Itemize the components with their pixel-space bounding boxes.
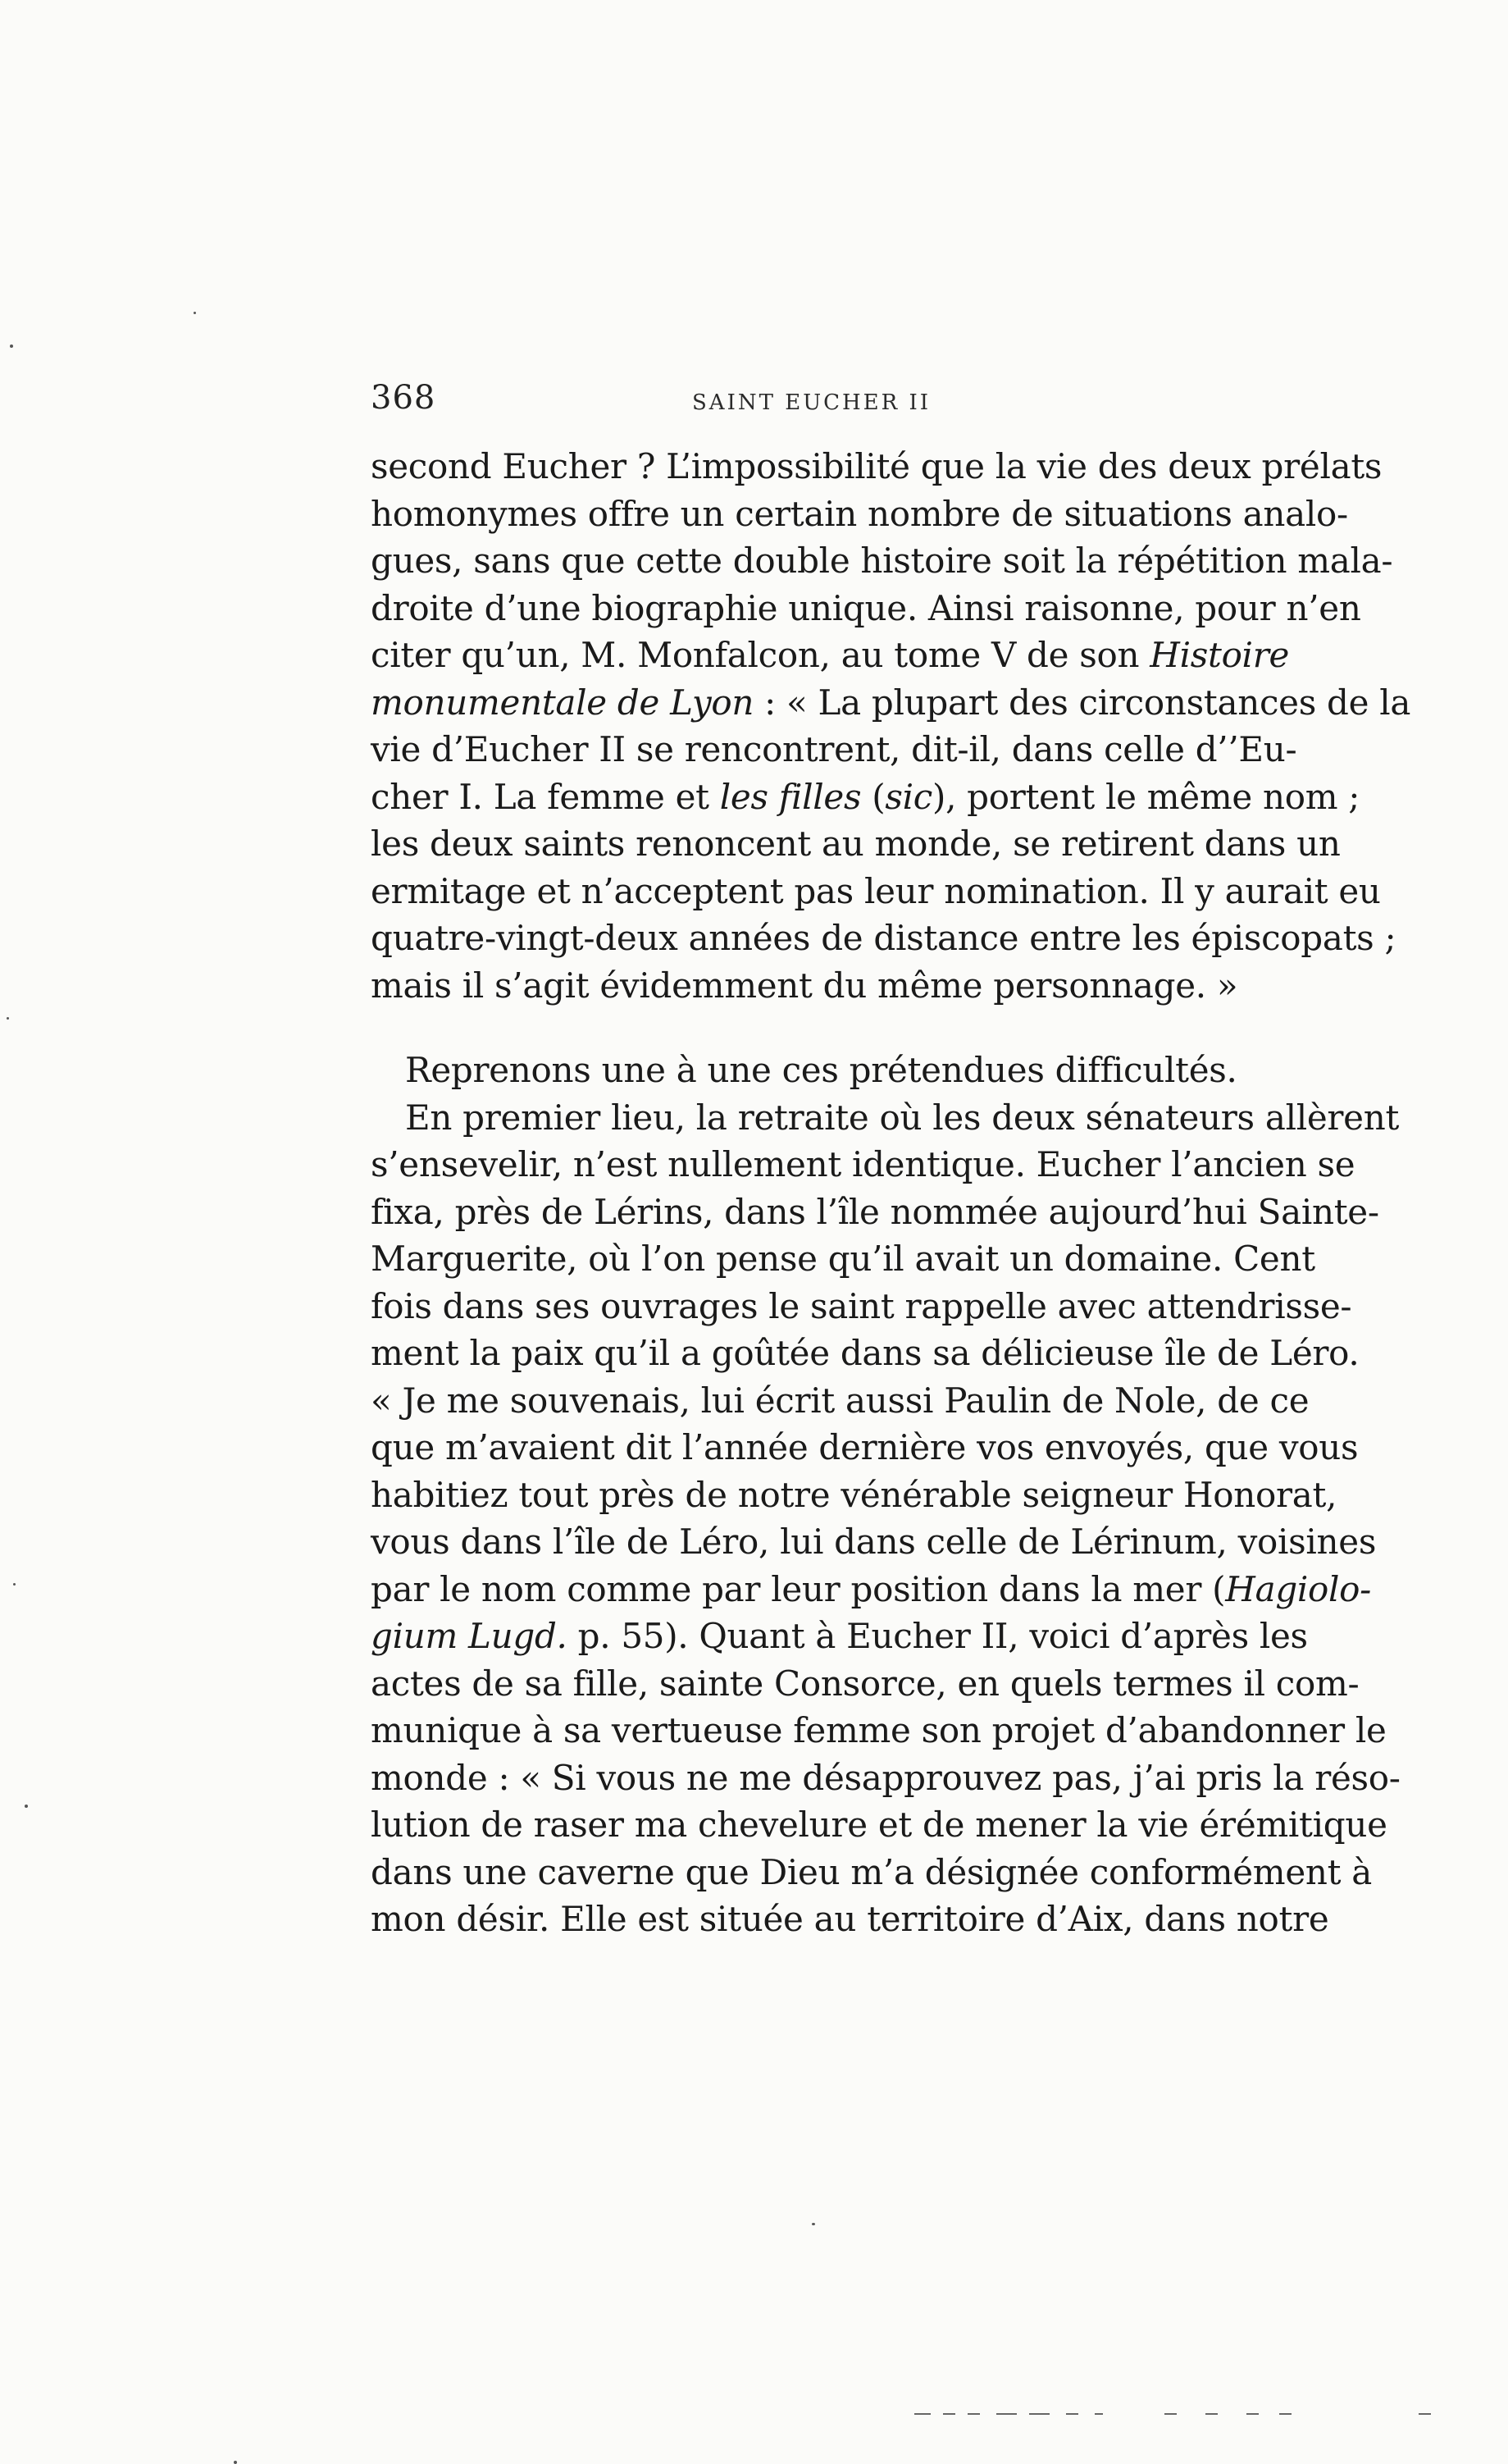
text-line [371,773,1360,821]
text-segment: citer qu’un, M. Monfalcon, au tome V de son [371,635,1150,675]
text-line: ermitage et n’acceptent pas leur nomination. Il y aurait eu [371,870,1381,911]
text-line: habitiez tout près de notre vénérable seigneur Honorat, [371,1474,1337,1515]
text-line [371,1613,1308,1660]
text-line: Reprenons une à une ces prétendues difficultés. [405,1050,1237,1090]
text-line: homonymes offre un certain nombre de situations analo- [371,493,1348,534]
text-line: munique à sa vertueuse femme son projet d’abandonner le [371,1710,1387,1750]
text-line [371,632,1290,679]
running-title: SAINT EUCHER II [692,390,932,415]
scan-speck [7,1017,9,1020]
text-segment: ), portent le même nom ; [932,776,1360,817]
italic-title: monumentale de Lyon [371,682,754,723]
text-line: dans une caverne que Dieu m’a désignée conformément à [371,1851,1373,1892]
text-line: que m’avaient dit l’année dernière vos envoyés, que vous [371,1427,1359,1467]
text-line: ment la paix qu’il a goûtée dans sa délicieuse île de Léro. [371,1333,1360,1373]
italic-title: Histoire [1150,635,1290,675]
text-line: « Je me souvenais, lui écrit aussi Paulin de Nole, de ce [371,1380,1310,1421]
text-segment: ( [861,776,886,817]
text-segment: par le nom comme par leur position dans la mer ( [371,1568,1226,1609]
text-line: En premier lieu, la retraite où les deux sénateurs allèrent [405,1097,1400,1138]
text-line: lution de raser ma chevelure et de mener la vie érémitique [371,1805,1387,1845]
scan-speck [10,345,13,348]
scan-speck [25,1805,28,1808]
italic-title: gium Lugd. [371,1616,567,1656]
italic-term: sic [885,776,932,817]
page-number: 368 [371,379,436,417]
scan-speck [812,2223,815,2225]
text-line: quatre-vingt-deux années de distance entre les épiscopats ; [371,918,1396,958]
text-line: les deux saints renoncent au monde, se retirent dans un [371,824,1341,864]
paragraph-2 [371,1047,1256,1094]
text-line [371,679,1411,727]
text-line: actes de sa fille, sainte Consorce, en quels termes il com- [371,1663,1360,1704]
text-line: fois dans ses ouvrages le saint rappelle avec attendrisse- [371,1285,1352,1326]
scan-edge-marks [0,2402,1508,2427]
paragraph-3 [371,1094,1401,1943]
scan-speck [194,312,196,314]
text-line: second Eucher ? L’impossibilité que la vie des deux prélats [371,446,1383,486]
italic-title: Hagiolo- [1225,1568,1372,1609]
text-line: fixa, près de Lérins, dans l’île nommée aujourd’hui Sainte- [371,1191,1379,1232]
body-text [371,443,1411,1943]
text-line: vous dans l’île de Léro, lui dans celle de Lérinum, voisines [371,1522,1377,1562]
text-line: Marguerite, où l’on pense qu’il avait un domaine. Cent [371,1239,1315,1279]
text-segment: : « La plupart des circonstances de la [754,682,1411,723]
paragraph-gap [371,1009,1256,1047]
scan-speck [13,1583,16,1586]
italic-term: les filles [719,776,862,817]
text-line: droite d’une biographie unique. Ainsi raisonne, pour n’en [371,587,1361,628]
text-line: mais il s’agit évidemment du même personnage. » [371,965,1238,1006]
paragraph-1 [371,443,1411,1009]
running-head [371,379,1260,428]
scan-speck [234,2461,237,2464]
text-line: vie d’Eucher II se rencontrent, dit-il, dans celle d’’Eu- [371,729,1297,769]
text-line: gues, sans que cette double histoire soit la répétition mala- [371,541,1393,581]
text-segment: p. 55). Quant à Eucher II, voici d’après les [567,1616,1308,1656]
text-segment: cher I. La femme et [371,776,720,817]
text-line [371,1566,1372,1613]
text-line: s’ensevelir, n’est nullement identique. Eucher l’ancien se [371,1144,1355,1184]
text-line: mon désir. Elle est située au territoire d’Aix, dans notre [371,1899,1329,1939]
text-line: monde : « Si vous ne me désapprouvez pas, j’ai pris la réso- [371,1757,1401,1798]
